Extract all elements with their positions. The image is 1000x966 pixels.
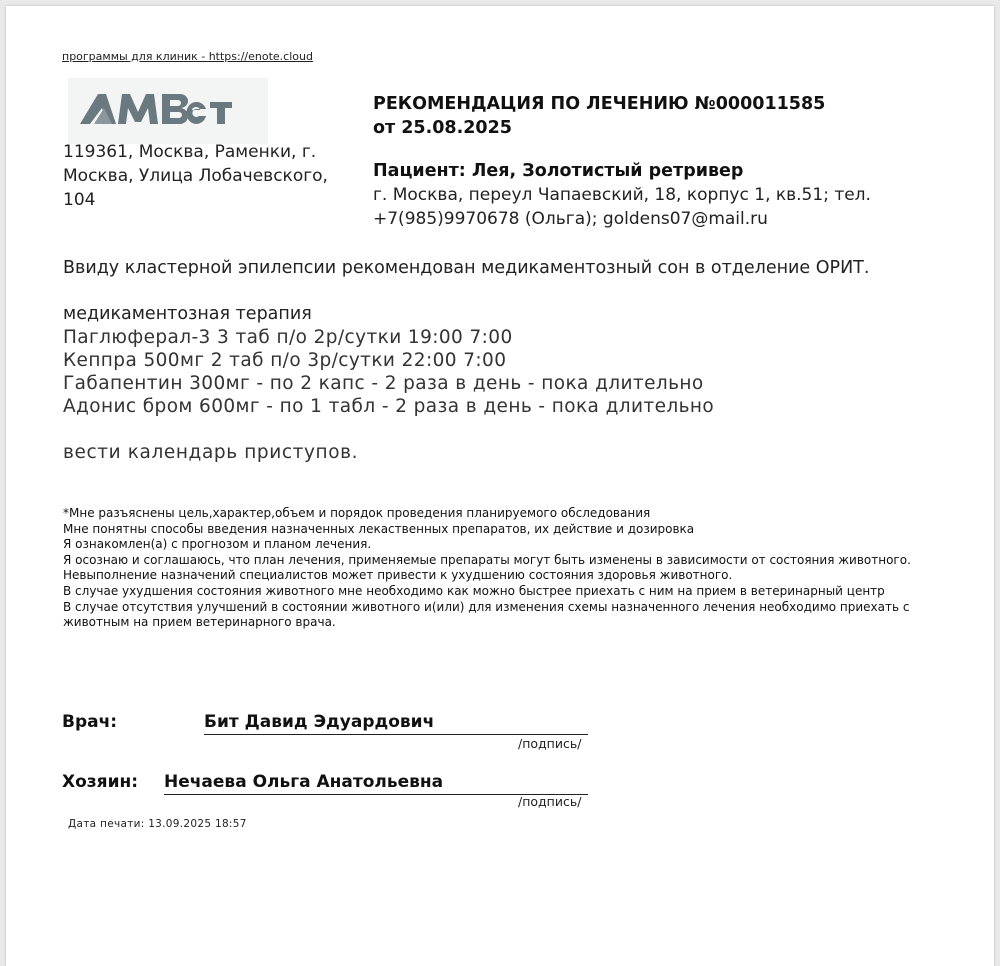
recommendation-intro: Ввиду кластерной эпилепсии рекомендован медикаментозный сон в отделение ОРИТ. <box>63 258 870 278</box>
calendar-note: вести календарь приступов. <box>63 442 359 463</box>
document-title-date: от 25.08.2025 <box>373 118 512 138</box>
disclaimer-line: *Мне разъяснены цель,характер,объем и порядок проведения планируемого обследования <box>63 506 651 520</box>
owner-label: Хозяин: <box>62 772 139 792</box>
therapy-item: Габапентин 300мг - по 2 капс - 2 раза в день - пока длительно <box>63 373 704 394</box>
therapy-item: Адонис бром 600мг - по 1 табл - 2 раза в день - пока длительно <box>63 396 715 417</box>
owner-name: Нечаева Ольга Анатольевна <box>164 772 444 792</box>
consent-disclaimer <box>63 506 953 631</box>
clinic-logo <box>68 78 268 144</box>
doctor-label: Врач: <box>62 712 118 732</box>
disclaimer-line: Я осознаю и соглашаюсь, что план лечения, применяемые препараты могут быть изменены в зависимости от состояния животного. <box>63 552 911 567</box>
disclaimer-line: В случае отсутствия улучшений в состоянии животного и(или) для изменения схемы назначенного лечения необходимо приехать с животным на прием ветеринарного врача. <box>63 599 910 630</box>
therapy-heading: медикаментозная терапия <box>63 304 312 324</box>
disclaimer-line: В случае ухудшения состояния животного мне необходимо как можно быстрее приехать с ним на прием в ветеринарный центр <box>63 583 885 598</box>
clinic-address: 119361, Москва, Раменки, г. Москва, Улица Лобачевского, 104 <box>63 142 328 210</box>
amvet-logo-icon <box>68 78 268 144</box>
doctor-signature-caption: /подпись/ <box>518 736 582 751</box>
doctor-name: Бит Давид Эдуардович <box>204 712 435 732</box>
doctor-signature-line <box>204 734 588 735</box>
disclaimer-line: Мне понятны способы введения назначенных лекаственных препаратов, их действие и дозировка <box>63 521 695 536</box>
disclaimer-line: Я ознакомлен(а) с прогнозом и планом лечения. <box>63 537 372 552</box>
therapy-item: Кеппра 500мг 2 таб п/о 3р/сутки 22:00 7:00 <box>63 350 507 371</box>
disclaimer-line: Невыполнение назначений специалистов может привести к ухудшению состояния здоровья животного. <box>63 568 733 583</box>
print-date: Дата печати: 13.09.2025 18:57 <box>68 818 247 830</box>
document-page <box>6 6 994 966</box>
therapy-list <box>63 326 714 418</box>
document-title-number: РЕКОМЕНДАЦИЯ ПО ЛЕЧЕНИЮ №000011585 <box>373 94 826 114</box>
owner-signature-caption: /подпись/ <box>518 794 582 809</box>
enote-link[interactable]: программы для клиник - https://enote.cloud <box>62 50 313 63</box>
document-title <box>373 92 825 140</box>
patient-address: г. Москва, переул Чапаевский, 18, корпус 1, кв.51; тел. +7(985)9970678 (Ольга); goldens07@mail.ru <box>373 185 871 229</box>
therapy-item: Паглюферал-3 3 таб п/о 2р/сутки 19:00 7:00 <box>63 327 513 348</box>
patient-info: Пациент: Лея, Золотистый ретривер <box>373 161 744 181</box>
